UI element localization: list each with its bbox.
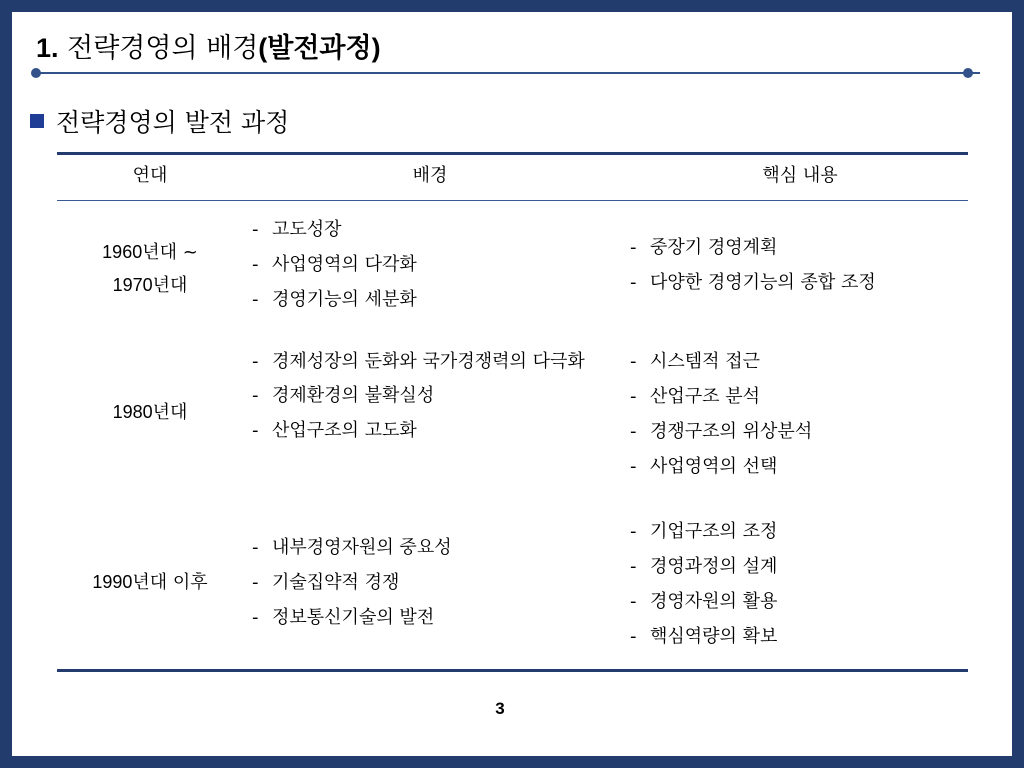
table-bottom-rule — [57, 669, 968, 672]
square-bullet-icon — [30, 114, 44, 128]
list-item: - 사업영역의 선택 — [626, 449, 966, 484]
list-item: - 정보통신기술의 발전 — [248, 600, 608, 635]
era-suffix: 년대 — [152, 402, 188, 423]
underline-dot-right — [963, 68, 973, 78]
background-list-1960 — [248, 212, 608, 317]
underline-dot-left — [31, 68, 41, 78]
title-paren: (발전과정) — [258, 33, 381, 63]
list-item: - 경제성장의 둔화와 국가경쟁력의 다극화 — [248, 346, 612, 378]
core-list-1960 — [626, 230, 966, 300]
list-item: - 경영기능의 세분화 — [248, 282, 608, 317]
era-suffix: 년대 ~ — [142, 242, 198, 263]
header-era: 연대 — [132, 165, 168, 186]
list-item: - 경쟁구조의 위상분석 — [626, 414, 966, 449]
page-number: 3 — [495, 699, 505, 718]
section-heading-text: 전략경영의 발전 과정 — [56, 108, 290, 137]
list-item: - 다양한 경영기능의 종합 조정 — [626, 265, 966, 300]
list-item: - 산업구조의 고도화 — [248, 413, 608, 448]
era-cell-1990 — [70, 566, 230, 599]
era-cell-1960 — [70, 236, 230, 302]
list-item: - 경제환경의 불확실성 — [248, 378, 608, 413]
table-top-rule — [57, 152, 968, 155]
background-list-1990 — [248, 530, 608, 635]
list-item: - 핵심역량의 확보 — [626, 619, 966, 654]
era-suffix: 년대 이후 — [132, 572, 208, 593]
list-item: - 내부경영자원의 중요성 — [248, 530, 608, 565]
section-heading — [30, 106, 289, 140]
header-background: 배경 — [412, 165, 448, 186]
era-digits: 1980 — [112, 402, 153, 422]
list-item: - 산업구조 분석 — [626, 379, 966, 414]
list-item: - 경영자원의 활용 — [626, 584, 966, 619]
core-list-1990 — [626, 514, 966, 654]
era-digits: 1960 — [102, 242, 143, 262]
slide-title — [36, 30, 381, 67]
list-item: - 고도성장 — [248, 212, 608, 247]
list-item: - 기업구조의 조정 — [626, 514, 966, 549]
era-cell-1980 — [70, 396, 230, 429]
list-item: - 경영과정의 설계 — [626, 549, 966, 584]
list-item: - 사업영역의 다각화 — [248, 247, 608, 282]
era-suffix: 년대 — [152, 275, 188, 296]
table-header-rule — [57, 200, 968, 201]
title-text: 전략경영의 배경 — [67, 33, 259, 64]
background-list-1980 — [248, 346, 608, 448]
list-item: - 기술집약적 경쟁 — [248, 565, 608, 600]
list-item: - 시스템적 접근 — [626, 344, 966, 379]
title-number: 1. — [36, 33, 59, 63]
title-underline — [36, 72, 980, 74]
era-digits: 1990 — [92, 572, 133, 592]
core-list-1980 — [626, 344, 966, 484]
era-digits: 1970 — [112, 275, 153, 295]
list-item: - 중장기 경영계획 — [626, 230, 966, 265]
header-core: 핵심 내용 — [762, 165, 838, 186]
